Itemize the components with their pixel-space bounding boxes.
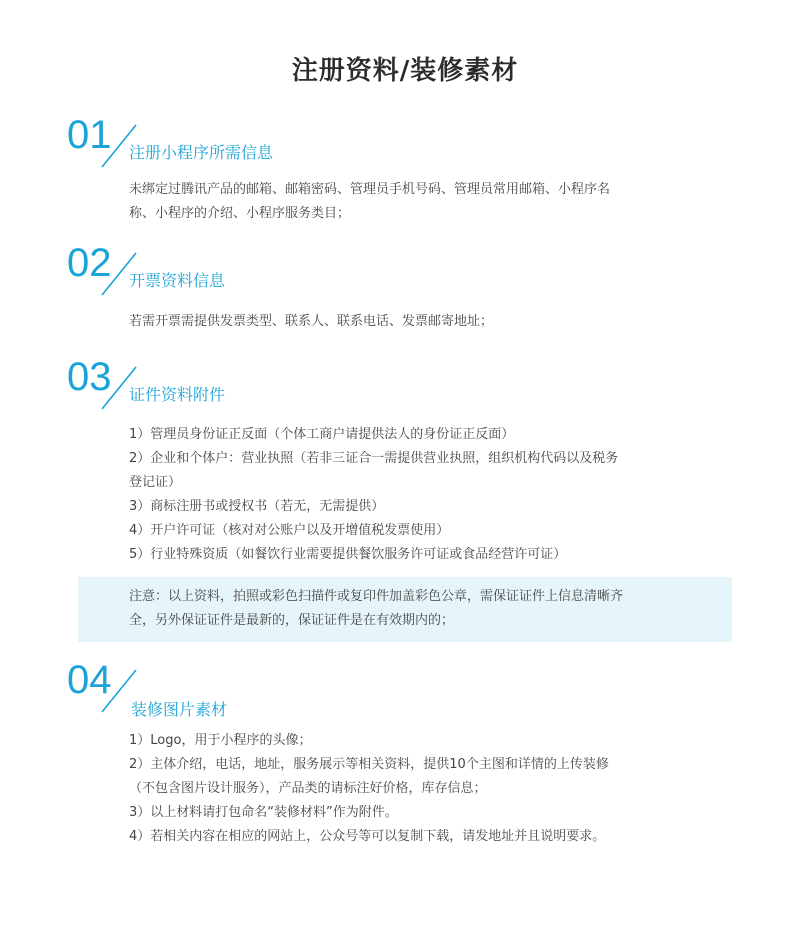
body-line: 未绑定过腾讯产品的邮箱、邮箱密码、管理员手机号码、管理员常用邮箱、小程序名 [129,182,611,197]
body-line: 称、小程序的介绍、小程序服务类目； [129,206,351,221]
notice-text [129,585,677,633]
body-line: 2）主体介绍，电话，地址，服务展示等相关资料，提供10个主图和详情的上传装修 [129,757,609,772]
body-line: 1）Logo，用于小程序的头像； [129,733,312,748]
section-body [129,310,674,334]
section-number: 01 [67,113,112,157]
section-body [129,178,674,226]
section-heading: 开票资料信息 [129,271,226,290]
section-heading: 装修图片素材 [131,700,228,719]
section-heading: 证件资料附件 [129,385,226,404]
notice-box [78,577,732,642]
section-heading: 注册小程序所需信息 [129,143,274,162]
body-line: （不包含图片设计服务），产品类的请标注好价格，库存信息； [129,781,487,796]
body-line: 5）行业特殊资质（如餐饮行业需要提供餐饮服务许可证或食品经营许可证） [129,547,567,562]
body-line: 登记证） [129,475,182,490]
body-line: 1）管理员身份证正反面（个体工商户请提供法人的身份证正反面） [129,427,515,442]
section-number: 04 [67,658,112,702]
notice-line: 注意：以上资料，拍照或彩色扫描件或复印件加盖彩色公章，需保证证件上信息清晰齐 [129,589,624,604]
notice-line: 全，另外保证证件是最新的，保证证件是在有效期内的； [129,613,455,628]
body-line: 3）以上材料请打包命名“装修材料”作为附件。 [129,805,398,820]
body-line: 若需开票需提供发票类型、联系人、联系电话、发票邮寄地址； [129,314,494,329]
body-line: 4）若相关内容在相应的网站上，公众号等可以复制下载，请发地址并且说明要求。 [129,829,606,844]
body-line: 3）商标注册书或授权书（若无，无需提供） [129,499,385,514]
section-body [129,423,674,567]
section-number: 02 [67,241,112,285]
body-line: 2）企业和个体户：营业执照（若非三证合一需提供营业执照，组织机构代码以及税务 [129,451,619,466]
section-body [129,729,674,849]
page-title: 注册资料/装修素材 [291,56,519,86]
body-line: 4）开户许可证（核对对公账户以及开增值税发票使用） [129,523,450,538]
section-number: 03 [67,355,112,399]
